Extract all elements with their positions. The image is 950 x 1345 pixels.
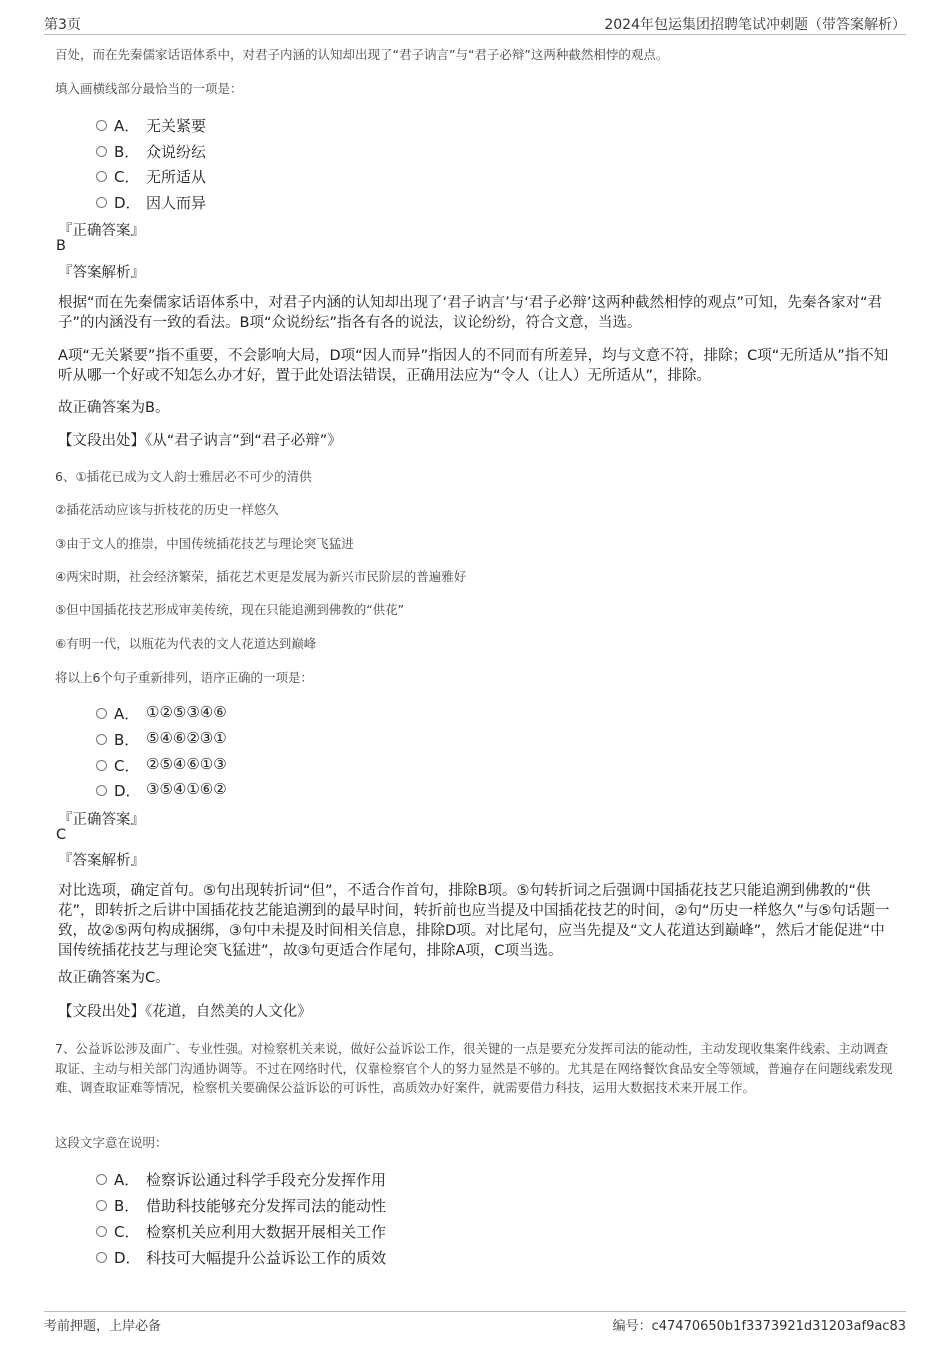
q5-prompt: 填入画横线部分最恰当的一项是： <box>55 81 243 96</box>
q7-prompt: 这段文字意在说明： <box>55 1135 168 1150</box>
radio-icon[interactable] <box>96 708 107 719</box>
footer-slogan: 考前押题，上岸必备 <box>44 1319 162 1334</box>
q5-conclusion: 故正确答案为B。 <box>58 400 170 416</box>
q5-answer: B <box>56 238 66 254</box>
radio-icon[interactable] <box>96 785 107 796</box>
page-footer <box>44 1311 906 1336</box>
radio-icon[interactable] <box>96 1226 107 1237</box>
q6-answer-label: 『正确答案』 <box>58 812 145 828</box>
q5-answer-label: 『正确答案』 <box>58 223 145 239</box>
q6-prompt: 将以上6个句子重新排列，语序正确的一项是： <box>55 670 313 685</box>
radio-icon[interactable] <box>96 197 107 208</box>
q6-sentence: ⑥有明一代，以瓶花为代表的文人花道达到巅峰 <box>55 636 317 651</box>
q6-answer: C <box>56 827 67 843</box>
q5-analysis-paragraph: A项“无关紧要”指不重要，不会影响大局，D项“因人而异”指因人的不同而有所差异，均与文意不符，排除；C项“无所适从”指不知听从哪一个好或不知怎么办才好，置于此处语法错误，正确用法应为“令人（让人）无所适从”，排除。 <box>58 348 889 384</box>
page-header <box>44 10 906 35</box>
q6-source: 【文段出处】《花道，自然美的人文化》 <box>58 1004 312 1020</box>
q6-sentence: ④两宋时期，社会经济繁荣，插花艺术更是发展为新兴市民阶层的普遍雅好 <box>55 569 467 584</box>
radio-icon[interactable] <box>96 760 107 771</box>
radio-icon[interactable] <box>96 120 107 131</box>
q6-analysis-paragraph: 对比选项，确定首句。⑤句出现转折词“但”，不适合作首句，排除B项。⑤句转折词之后强调中国插花技艺只能追溯到佛教的“供花”，即转折之后讲中国插花技艺能追溯到的最早时间，转折前也应当提及中国插花技艺的时间，②句“历史一样悠久”与⑤句话题一致，故②⑤两句构成捆绑，③句中未提及时间相关信息，排除D项。对比尾句，应当先提及“文人花道达到巅峰”，然后才能促进“中国传统插花技艺与理论突飞猛进”，故③句更适合作尾句，排除A项，C项当选。 <box>58 883 890 959</box>
q5-analysis-paragraph: 根据“而在先秦儒家话语体系中，对君子内涵的认知却出现了‘君子讷言’与‘君子必辩’这两种截然相悖的观点”可知，先秦各家对“君子”的内涵没有一致的看法。B项“众说纷纭”指各有各的说法，议论纷纷，符合文意，当选。 <box>58 295 882 331</box>
document-code: 编号：c47470650b1f3373921d31203af9ac83 <box>612 1319 906 1334</box>
page-number: 第3页 <box>44 17 81 33</box>
q7-stem: 7、公益诉讼涉及面广、专业性强。对检察机关来说，做好公益诉讼工作，很关键的一点是要充分发挥司法的能动性，主动发现收集案件线索、主动调查取证、主动与相关部门沟通协调等。不过在网络时代，仅靠检察官个人的努力显然是不够的。尤其是在网络餐饮食品安全等领域，普遍存在问题线索发现难、调查取证难等情况，检察机关要确保公益诉讼的可诉性，高质效办好案件，就需要借力科技，运用大数据技术来开展工作。 <box>55 1041 893 1095</box>
q6-sentence: ②插花活动应该与折枝花的历史一样悠久 <box>55 502 279 517</box>
q6-conclusion: 故正确答案为C。 <box>58 970 170 986</box>
radio-icon[interactable] <box>96 1174 107 1185</box>
q5-source: 【文段出处】《从“君子讷言”到“君子必辩”》 <box>58 433 342 449</box>
q6-sentence: 6、①插花已成为文人韵士雅居必不可少的清供 <box>55 469 312 484</box>
radio-icon[interactable] <box>96 171 107 182</box>
q6-sentence: ③由于文人的推崇，中国传统插花技艺与理论突飞猛进 <box>55 536 354 551</box>
document-title: 2024年包运集团招聘笔试冲刺题（带答案解析） <box>604 17 906 33</box>
q6-sentence: ⑤但中国插花技艺形成审美传统，现在只能追溯到佛教的“供花” <box>55 602 405 617</box>
q5-stem: 百处，而在先秦儒家话语体系中，对君子内涵的认知却出现了“君子讷言”与“君子必辩”这两种截然相悖的观点。 <box>55 47 669 62</box>
radio-icon[interactable] <box>96 146 107 157</box>
radio-icon[interactable] <box>96 1252 107 1263</box>
q5-analysis-label: 『答案解析』 <box>58 265 145 281</box>
radio-icon[interactable] <box>96 1200 107 1211</box>
q6-analysis-label: 『答案解析』 <box>58 853 145 869</box>
radio-icon[interactable] <box>96 734 107 745</box>
